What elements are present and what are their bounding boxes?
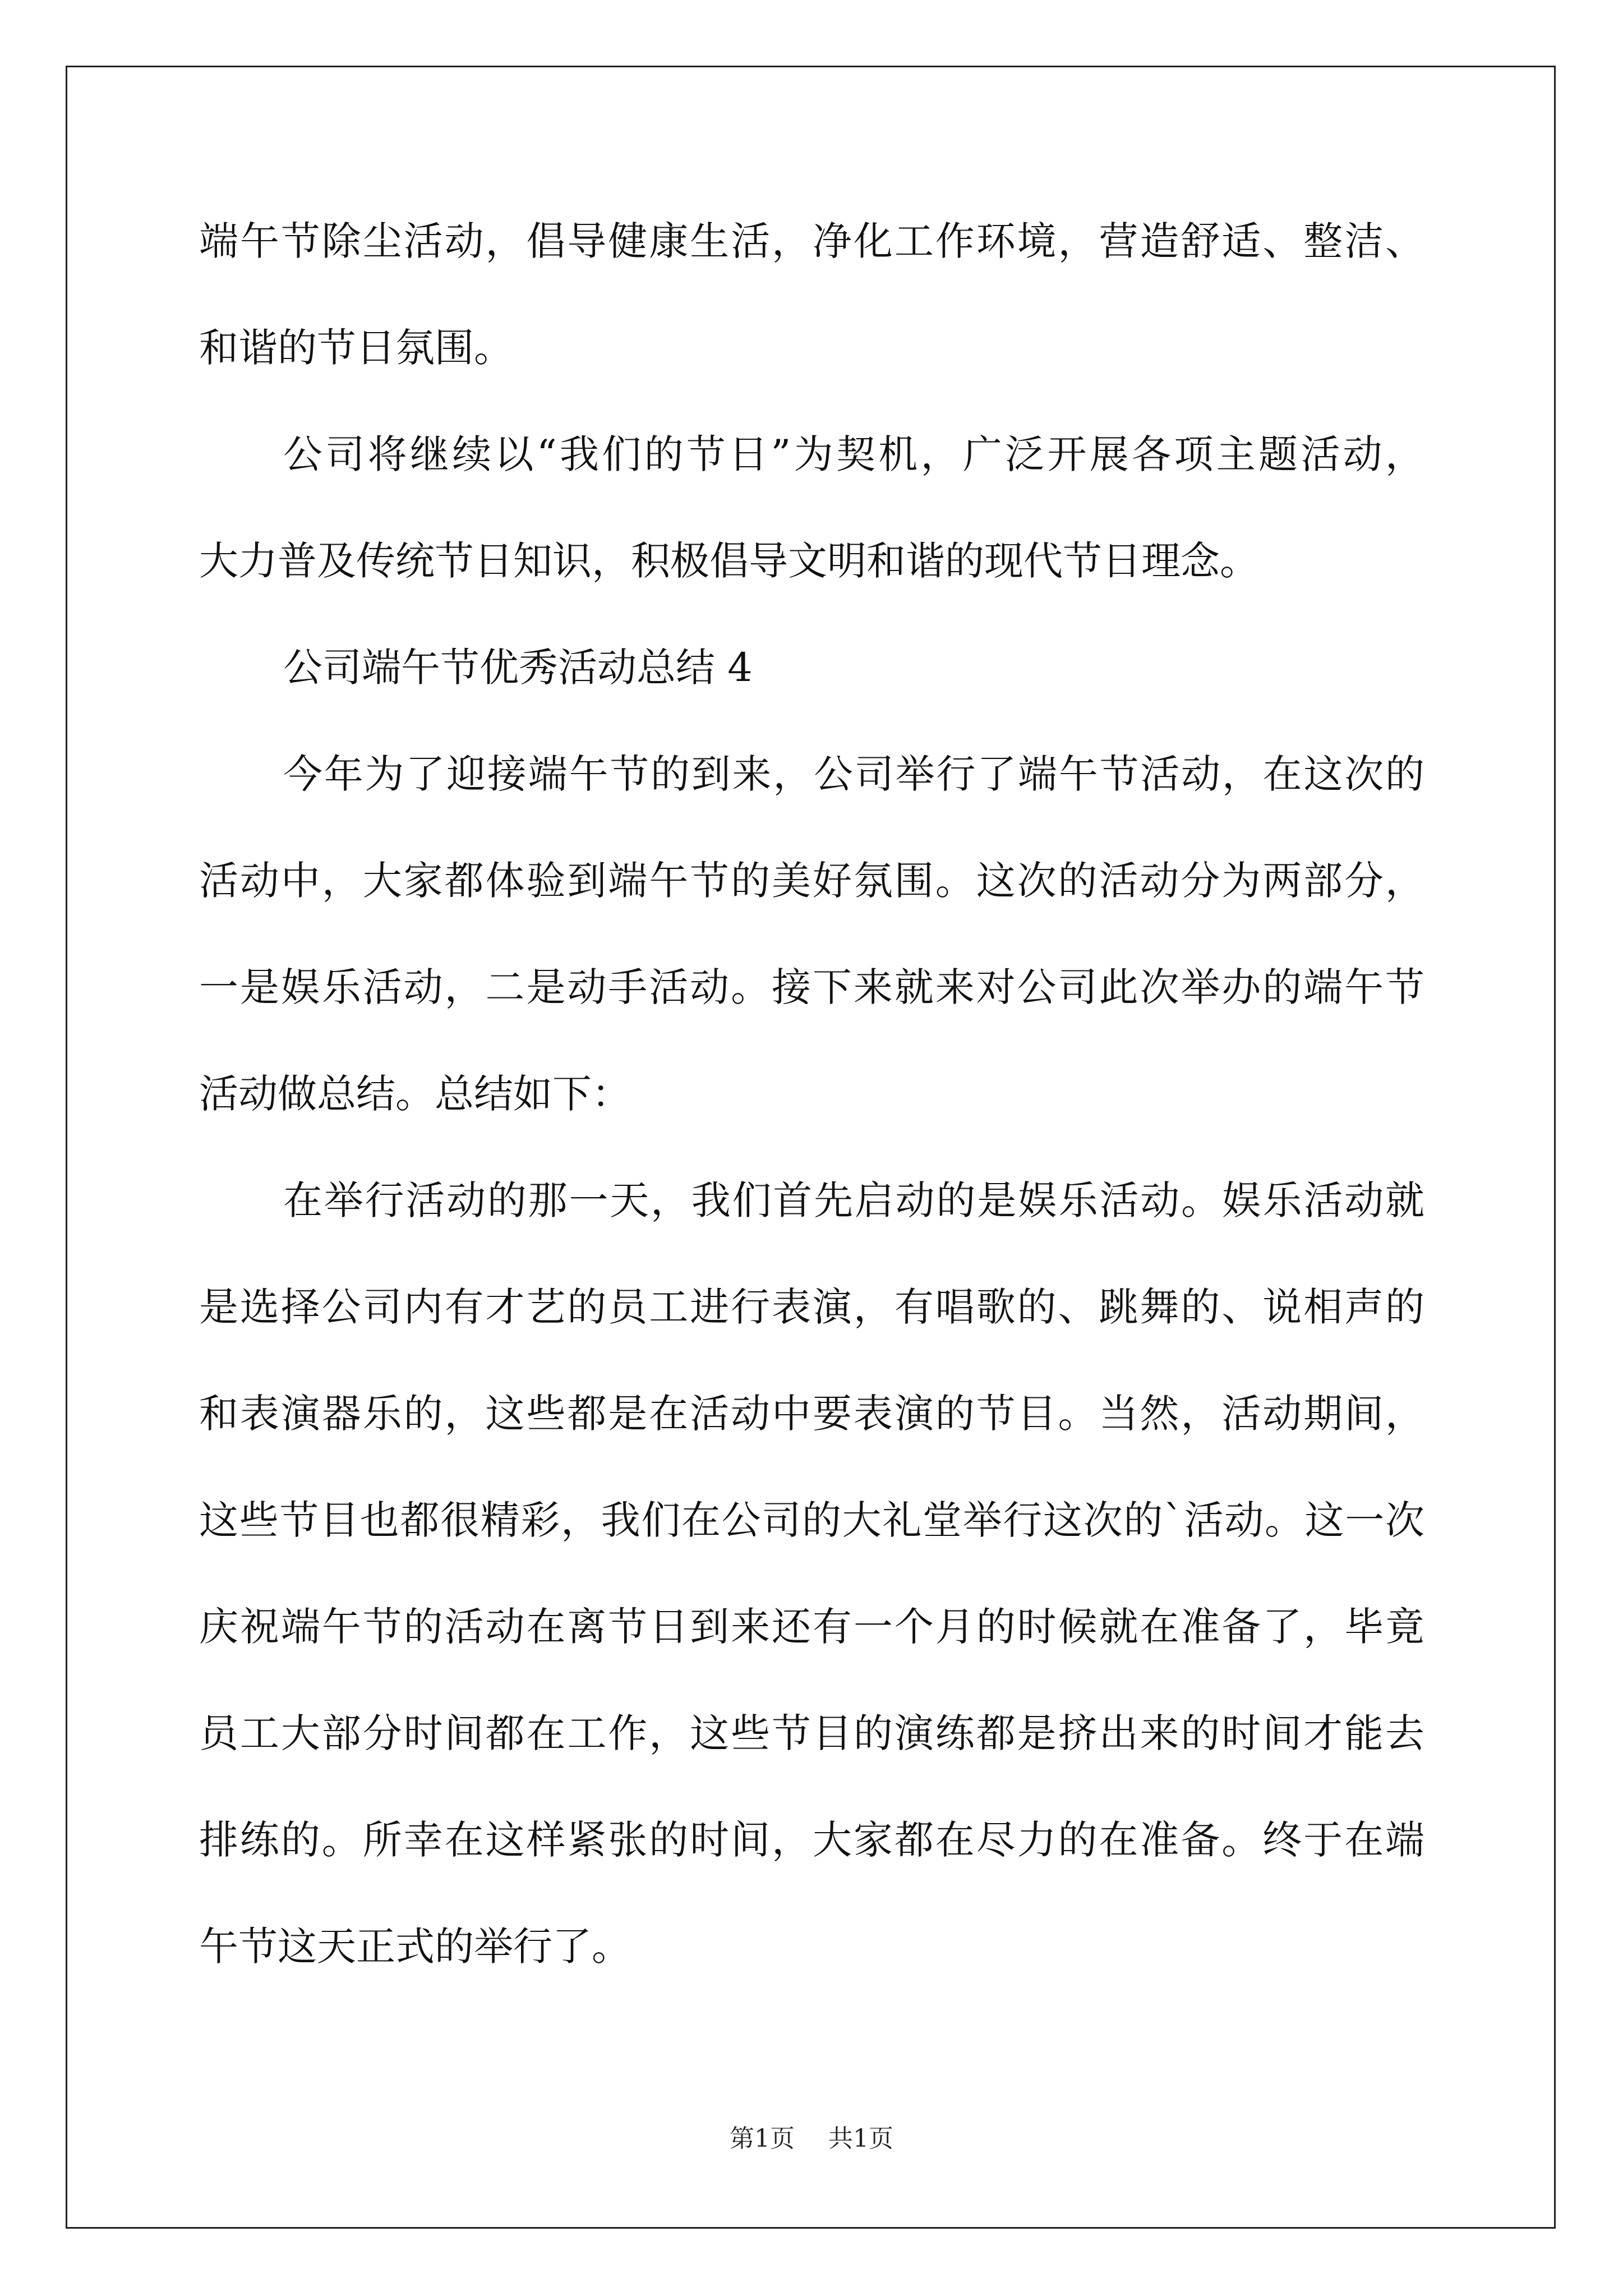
text-line: 庆祝端午节的活动在离节日到来还有一个月的时候就在准备了，毕竟 xyxy=(199,1604,1424,1650)
text-line: 是选择公司内有才艺的员工进行表演，有唱歌的、跳舞的、说相声的 xyxy=(199,1284,1424,1330)
text-line: 端午节除尘活动，倡导健康生活，净化工作环境，营造舒适、整洁、 xyxy=(199,218,1424,264)
total-pages: 共1页 xyxy=(828,2124,893,2153)
text-line: 大力普及传统节日知识，积极倡导文明和谐的现代节日理念。 xyxy=(199,538,1259,584)
text-line: 午节这天正式的举行了。 xyxy=(199,1924,631,1970)
text-line: 和谐的节日氛围。 xyxy=(199,325,513,371)
text-line: 排练的。所幸在这样紧张的时间，大家都在尽力的在准备。终于在端 xyxy=(199,1817,1424,1863)
section-heading: 公司端午节优秀活动总结 4 xyxy=(283,645,753,691)
text-line: 活动中，大家都体验到端午节的美好氛围。这次的活动分为两部分， xyxy=(199,858,1424,904)
text-line: 一是娱乐活动，二是动手活动。接下来就来对公司此次举办的端午节 xyxy=(199,964,1424,1010)
text-line: 公司将继续以“我们的节日”为契机，广泛开展各项主题活动， xyxy=(283,431,1424,477)
text-line: 员工大部分时间都在工作，这些节目的演练都是挤出来的时间才能去 xyxy=(199,1710,1424,1756)
text-line: 今年为了迎接端午节的到来，公司举行了端午节活动，在这次的 xyxy=(283,751,1424,797)
page-number: 第1页 xyxy=(730,2124,795,2153)
text-line: 活动做总结。总结如下： xyxy=(199,1071,631,1117)
text-line: 这些节目也都很精彩，我们在公司的大礼堂举行这次的`活动。这一次 xyxy=(199,1497,1424,1543)
page-frame xyxy=(66,66,1556,2229)
text-line: 在举行活动的那一天，我们首先启动的是娱乐活动。娱乐活动就 xyxy=(283,1177,1424,1223)
page-footer xyxy=(0,2125,1623,2153)
text-line: 和表演器乐的，这些都是在活动中要表演的节目。当然，活动期间， xyxy=(199,1391,1424,1437)
